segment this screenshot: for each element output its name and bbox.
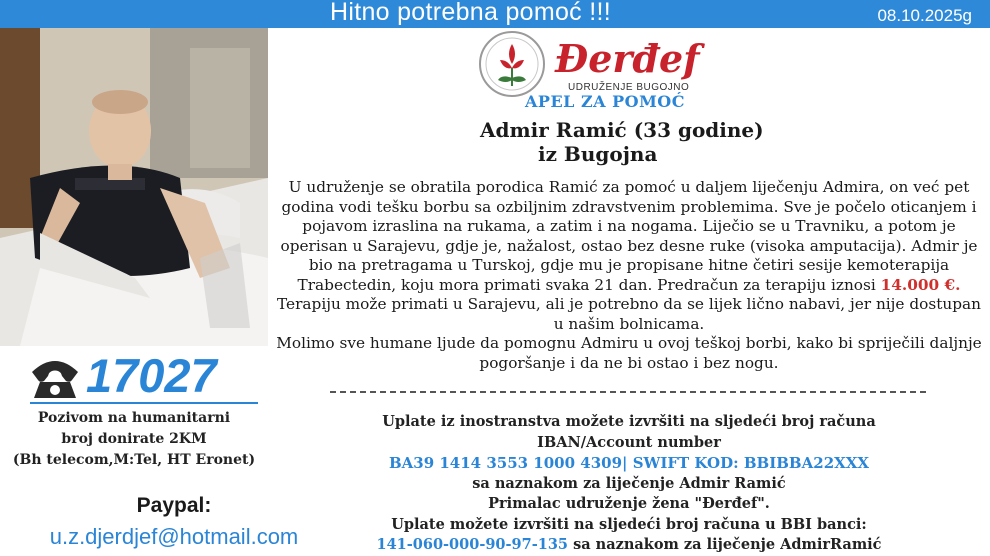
appeal-paragraph-1-end: Terapiju može primati u Sarajevu, ali je potrebno da se lijek lično nabavi, jer nije dostupan u našim bolnicama. — [277, 295, 981, 333]
phone-icon — [26, 352, 84, 402]
appeal-text — [272, 178, 986, 373]
header-banner — [0, 0, 990, 28]
appeal-paragraph-2: Molimo sve humane ljude da pomognu Admiru u ovoj teškoj borbi, kako bi spriječili daljnje pogoršanje i da ne bi ostao i bez nogu. — [276, 334, 982, 372]
appeal-paragraph-1: U udruženje se obratila porodica Ramić za pomoć u daljem liječenju Admira, on već pet godina vodi tešku borbu sa ozbiljnim zdravstvenim problemima. Sve je počelo oticanjem i pojavom izraslina na rukama, a zatim i na nogama. Liječio se u Travniku, a potom je operisan u Sarajevu, gdje je, nažalost, ostao bez desne ruke (visoka amputacija). Admir je bio na pretragama u Turskoj, gdje mu je propisane hitne četiri sesije kemoterapija Trabectedin, koju mora primati svaka 21 dan. Predračun za terapiju iznosi — [280, 178, 978, 294]
bbi-account-note: sa naznakom za liječenje AdmirRamić — [568, 536, 882, 553]
bbi-bank-text: Uplate možete izvršiti na sljedeći broj računa u BBI banci: — [391, 516, 867, 533]
payment-recipient: Primalac udruženje žena "Đerđef". — [488, 495, 770, 512]
hotline-text-3: (Bh telecom,M:Tel, HT Eronet) — [12, 452, 256, 468]
hotline-text-1: Pozivom na humanitarni — [37, 410, 231, 426]
iban-label: IBAN/Account number — [537, 434, 721, 451]
patient-town: iz Bugojna — [538, 142, 658, 166]
header-date: 08.10.2025g — [877, 6, 972, 25]
logo-subtitle: UDRUŽENJE BUGOJNO — [568, 82, 690, 93]
iban-number: BA39 1414 3553 1000 4309| SWIFT KOD: BBIBBA22XXX — [388, 454, 870, 472]
intl-payment-text: Uplate iz inostranstva možete izvršiti na sljedeći broj računa — [382, 413, 876, 430]
derdef-logo-icon — [478, 30, 546, 98]
paypal-email[interactable]: u.z.djerdjef@hotmail.com — [49, 524, 299, 549]
patient-photo — [0, 28, 268, 346]
therapy-amount: 14.000 €. — [880, 275, 961, 294]
bbi-account-line — [272, 536, 986, 553]
patient-name: Admir Ramić (33 godine) — [480, 118, 764, 142]
hotline-text-2: broj donirate 2KM — [61, 431, 207, 447]
hotline-number: 17027 — [86, 349, 217, 402]
section-divider — [330, 391, 926, 393]
paypal-label: Paypal: — [136, 494, 212, 517]
appeal-heading: APEL ZA POMOĆ — [525, 92, 685, 111]
bbi-account-number: 141-060-000-90-97-135 — [376, 536, 569, 553]
header-title: Hitno potrebna pomoć !!! — [330, 0, 611, 26]
payment-note: sa naznakom za liječenje Admir Ramić — [472, 475, 786, 492]
hotline-underline — [30, 402, 258, 404]
logo-name: Đerđef — [555, 36, 700, 81]
